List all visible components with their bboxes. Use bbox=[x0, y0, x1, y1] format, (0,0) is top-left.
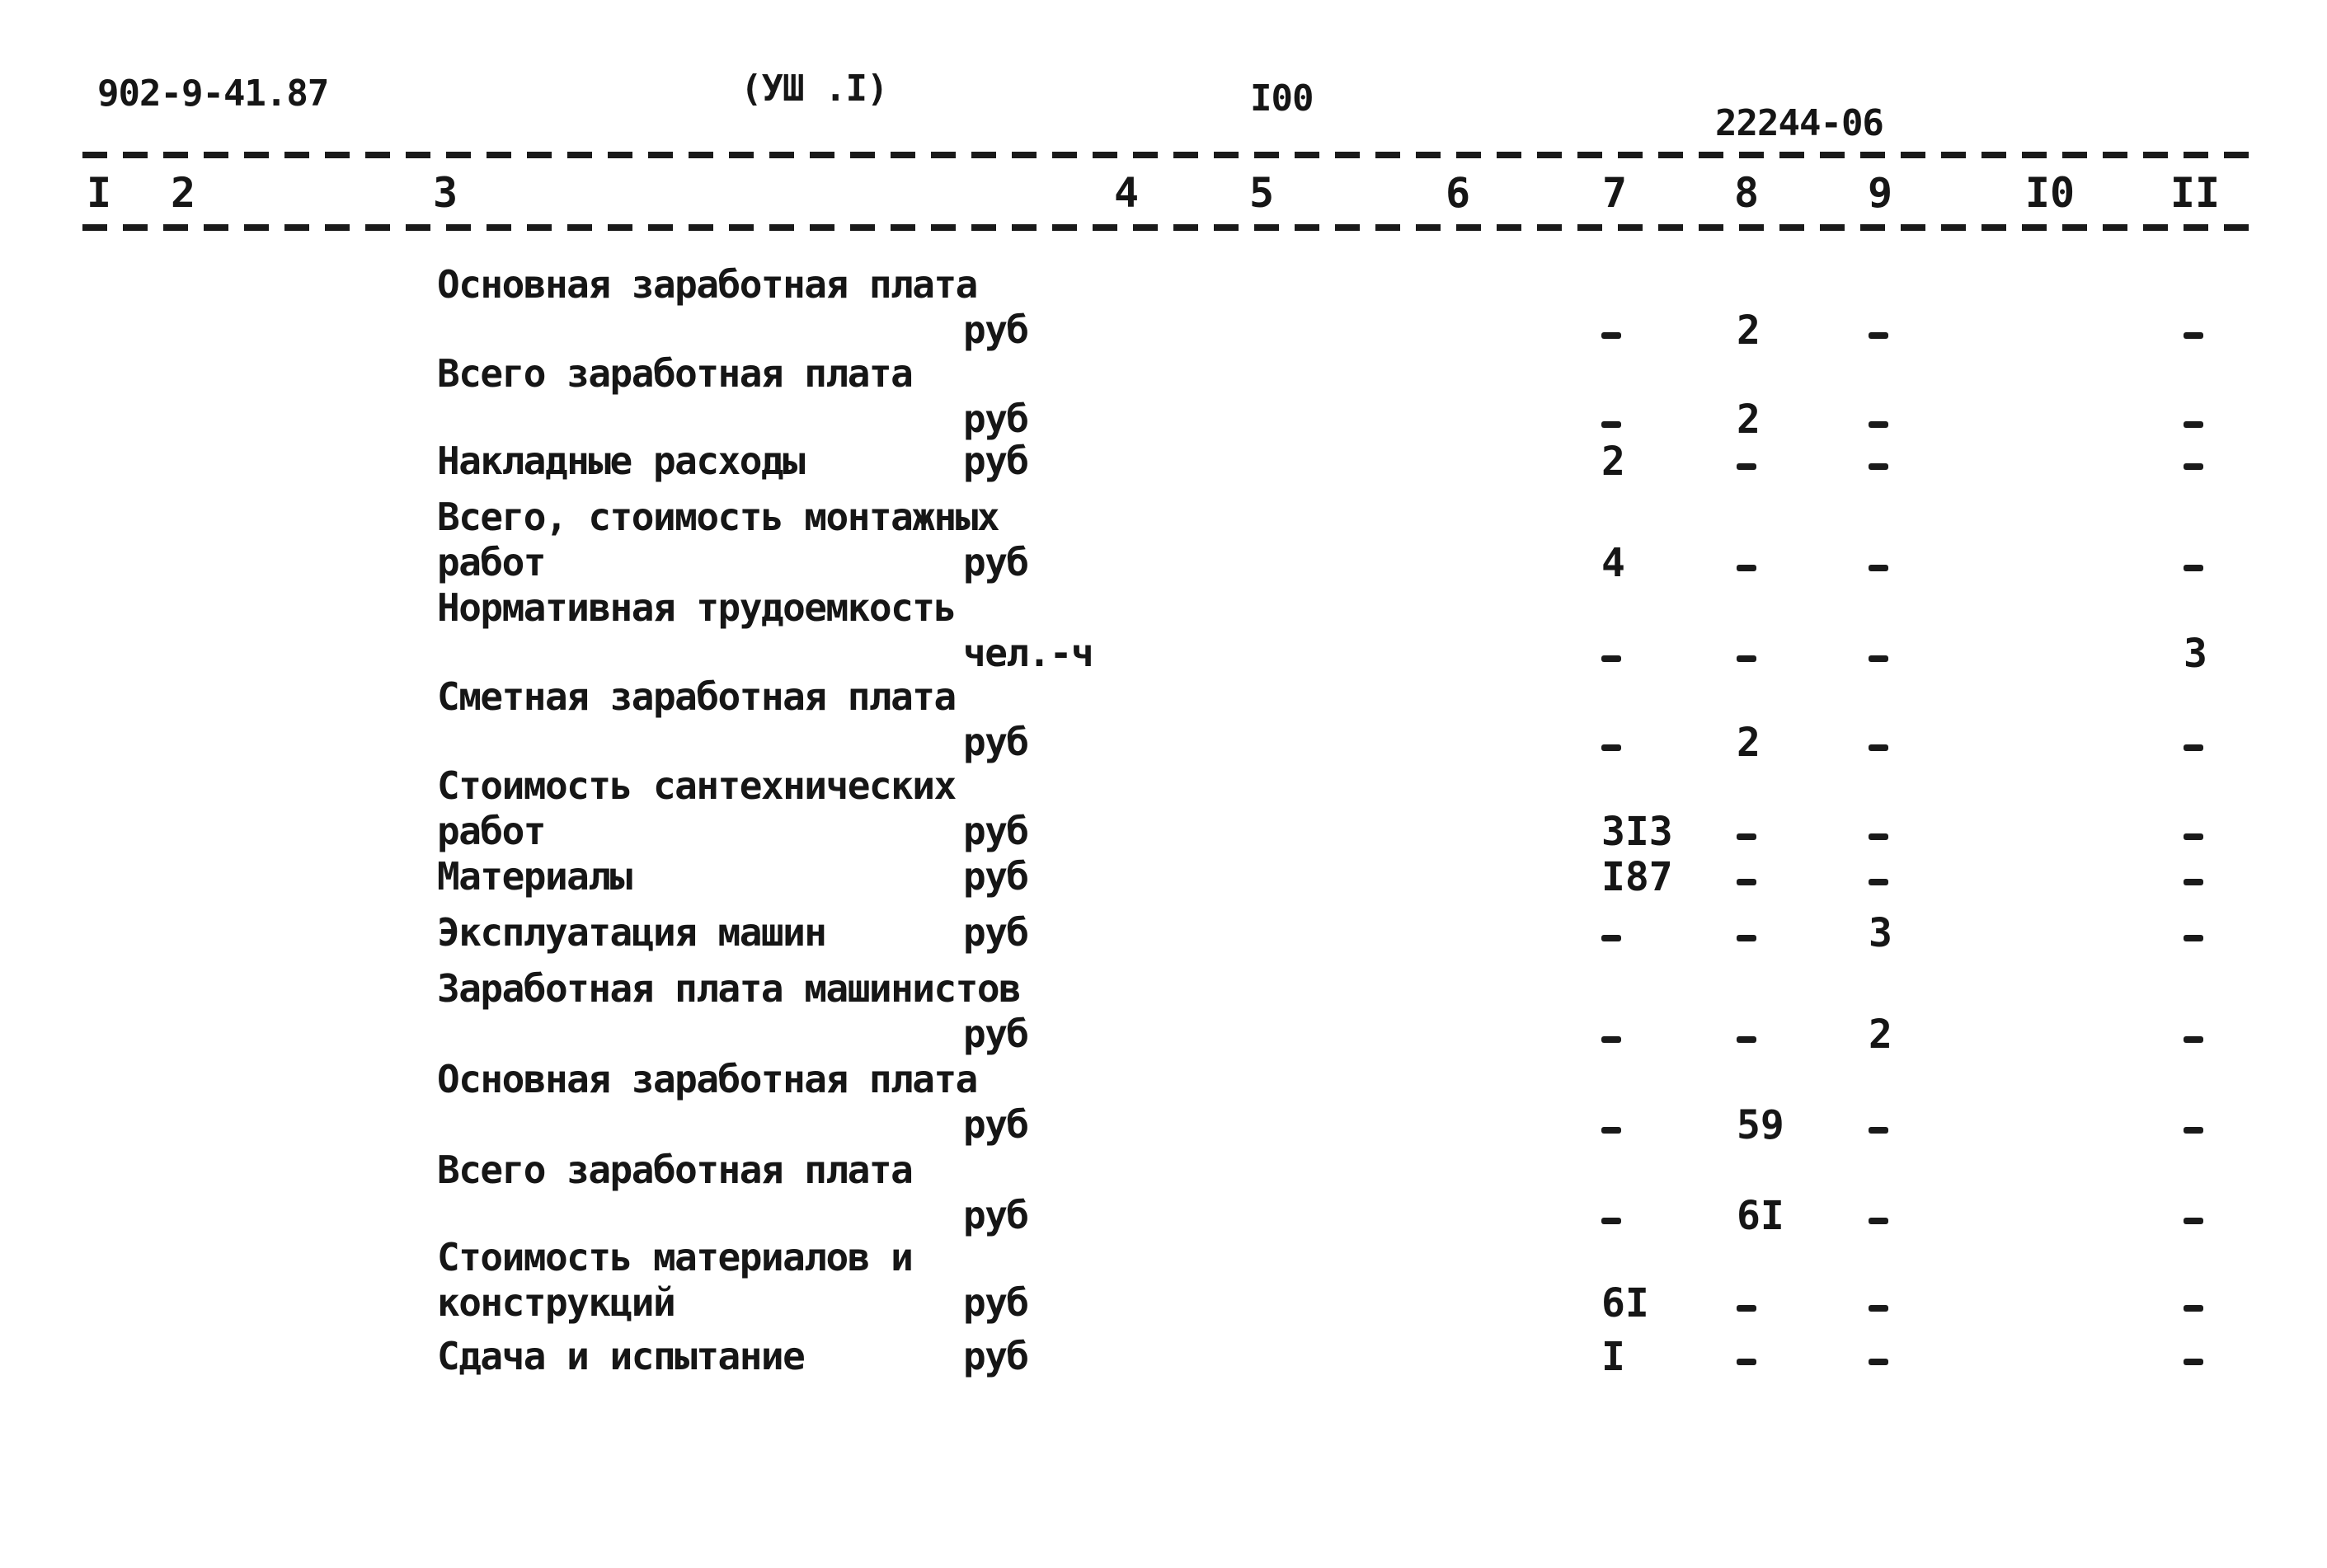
row-label bbox=[437, 1235, 912, 1326]
row-label bbox=[437, 674, 956, 720]
cell-c8 bbox=[1737, 879, 1756, 885]
cell-c9 bbox=[1869, 833, 1888, 840]
row-unit: руб bbox=[963, 809, 1028, 853]
cell-c9: 2 bbox=[1869, 1012, 1892, 1058]
cell-c7: 3I3 bbox=[1601, 809, 1673, 855]
cell-c8 bbox=[1737, 1036, 1756, 1043]
cell-c7 bbox=[1601, 1127, 1621, 1134]
cell-c7 bbox=[1601, 1218, 1621, 1224]
row-label-line: Нормативная трудоемкость bbox=[437, 585, 956, 630]
cell-c11: 3 bbox=[2184, 631, 2207, 677]
cell-c11 bbox=[2184, 565, 2203, 571]
row-unit: руб bbox=[963, 397, 1028, 441]
cell-c7: I bbox=[1601, 1334, 1625, 1380]
column-number: 5 bbox=[1248, 169, 1275, 217]
cell-c9 bbox=[1869, 744, 1888, 751]
row-label-line: Сдача и испытание bbox=[437, 1334, 805, 1378]
cell-c7 bbox=[1601, 744, 1621, 751]
column-number: 3 bbox=[432, 169, 458, 217]
row-unit: руб bbox=[963, 439, 1028, 483]
cell-c8 bbox=[1737, 935, 1756, 941]
cell-c8 bbox=[1737, 655, 1756, 662]
row-label bbox=[437, 351, 912, 397]
cell-c7: 4 bbox=[1601, 540, 1625, 586]
cell-c8 bbox=[1737, 1359, 1756, 1365]
cell-c9 bbox=[1869, 1218, 1888, 1224]
cell-c11 bbox=[2184, 421, 2203, 428]
cell-c11 bbox=[2184, 879, 2203, 885]
row-unit: руб bbox=[963, 910, 1028, 955]
row-label-line: Основная заработная плата bbox=[437, 1057, 977, 1101]
header-rule-bottom bbox=[82, 224, 2259, 231]
row-unit: руб bbox=[963, 540, 1028, 584]
cell-c11 bbox=[2184, 744, 2203, 751]
cell-c9 bbox=[1869, 463, 1888, 470]
row-label-line: Накладные расходы bbox=[437, 439, 805, 483]
cell-c9 bbox=[1869, 655, 1888, 662]
row-unit: руб bbox=[963, 1334, 1028, 1378]
row-label-line: Заработная плата машинистов bbox=[437, 966, 1021, 1011]
column-number: 7 bbox=[1601, 169, 1628, 217]
column-number: II bbox=[2170, 169, 2221, 217]
row-unit: руб bbox=[963, 1102, 1028, 1147]
row-label bbox=[437, 439, 804, 484]
cell-c8 bbox=[1737, 833, 1756, 840]
row-label-line: Эксплуатация машин bbox=[437, 910, 826, 955]
row-unit: руб bbox=[963, 1193, 1028, 1237]
cell-c11 bbox=[2184, 1036, 2203, 1043]
row-label-line: конструкций bbox=[437, 1280, 675, 1326]
section-ref: (УШ .I) bbox=[740, 68, 888, 110]
row-label-line: Сметная заработная плата bbox=[437, 674, 956, 719]
row-label bbox=[437, 1334, 804, 1379]
row-label-line: Основная заработная плата bbox=[437, 262, 977, 307]
cell-c11 bbox=[2184, 1127, 2203, 1134]
cell-c7 bbox=[1601, 655, 1621, 662]
row-unit: руб bbox=[963, 854, 1028, 899]
column-number: 9 bbox=[1867, 169, 1893, 217]
cell-c11 bbox=[2184, 1359, 2203, 1365]
cell-c9 bbox=[1869, 1359, 1888, 1365]
cell-c7 bbox=[1601, 332, 1621, 339]
cell-c7: 2 bbox=[1601, 439, 1625, 485]
column-number: 2 bbox=[170, 169, 196, 217]
cell-c8: 2 bbox=[1737, 397, 1761, 443]
cell-c9 bbox=[1869, 332, 1888, 339]
row-label-line: Всего, стоимость монтажных bbox=[437, 495, 999, 539]
row-label bbox=[437, 966, 1020, 1012]
cell-c9 bbox=[1869, 1127, 1888, 1134]
cell-c11 bbox=[2184, 463, 2203, 470]
cell-c9 bbox=[1869, 421, 1888, 428]
row-label bbox=[437, 262, 977, 307]
row-unit: руб bbox=[963, 307, 1028, 352]
row-label bbox=[437, 1057, 977, 1102]
row-label-line: работ bbox=[437, 540, 545, 585]
row-unit: руб bbox=[963, 1280, 1028, 1325]
header-rule-top bbox=[82, 152, 2259, 158]
row-label-line: Стоимость сантехнических bbox=[437, 763, 956, 808]
cell-c8: 6I bbox=[1737, 1193, 1784, 1239]
cell-c11 bbox=[2184, 833, 2203, 840]
column-number: 8 bbox=[1733, 169, 1760, 217]
cell-c9 bbox=[1869, 879, 1888, 885]
row-label bbox=[437, 763, 956, 854]
cell-c8 bbox=[1737, 1305, 1756, 1312]
cell-c8 bbox=[1737, 565, 1756, 571]
cell-c7 bbox=[1601, 421, 1621, 428]
cell-c8: 2 bbox=[1737, 720, 1761, 766]
row-label-line: работ bbox=[437, 809, 545, 854]
cell-c11 bbox=[2184, 1305, 2203, 1312]
row-label bbox=[437, 854, 632, 899]
cell-c7 bbox=[1601, 935, 1621, 941]
cell-c7 bbox=[1601, 1036, 1621, 1043]
column-number: 4 bbox=[1113, 169, 1140, 217]
row-label-line: Стоимость материалов и bbox=[437, 1235, 913, 1279]
cell-c8: 2 bbox=[1737, 307, 1761, 354]
row-unit: руб bbox=[963, 1012, 1028, 1056]
cell-c7: 6I bbox=[1601, 1280, 1649, 1326]
stamp-number: 22244-06 bbox=[1715, 102, 1883, 144]
row-label-line: Всего заработная плата bbox=[437, 351, 913, 396]
row-label-line: Материалы bbox=[437, 854, 632, 899]
row-unit: руб bbox=[963, 720, 1028, 764]
cell-c11 bbox=[2184, 1218, 2203, 1224]
row-label-line: Всего заработная плата bbox=[437, 1148, 913, 1192]
cell-c11 bbox=[2184, 332, 2203, 339]
doc-code: 902-9-41.87 bbox=[97, 73, 329, 115]
row-label bbox=[437, 495, 999, 585]
column-number: 6 bbox=[1445, 169, 1471, 217]
cell-c8 bbox=[1737, 463, 1756, 470]
row-label bbox=[437, 585, 956, 631]
row-unit: чел.-ч bbox=[963, 631, 1093, 675]
column-number: I0 bbox=[2024, 169, 2075, 217]
cell-c9: 3 bbox=[1869, 910, 1892, 956]
cell-c9 bbox=[1869, 565, 1888, 571]
page-number: I00 bbox=[1250, 77, 1314, 120]
cell-c9 bbox=[1869, 1305, 1888, 1312]
row-label bbox=[437, 910, 826, 955]
column-number: I bbox=[86, 169, 112, 217]
cell-c8: 59 bbox=[1737, 1102, 1784, 1148]
cell-c7: I87 bbox=[1601, 854, 1673, 900]
row-label bbox=[437, 1148, 912, 1193]
cell-c11 bbox=[2184, 935, 2203, 941]
